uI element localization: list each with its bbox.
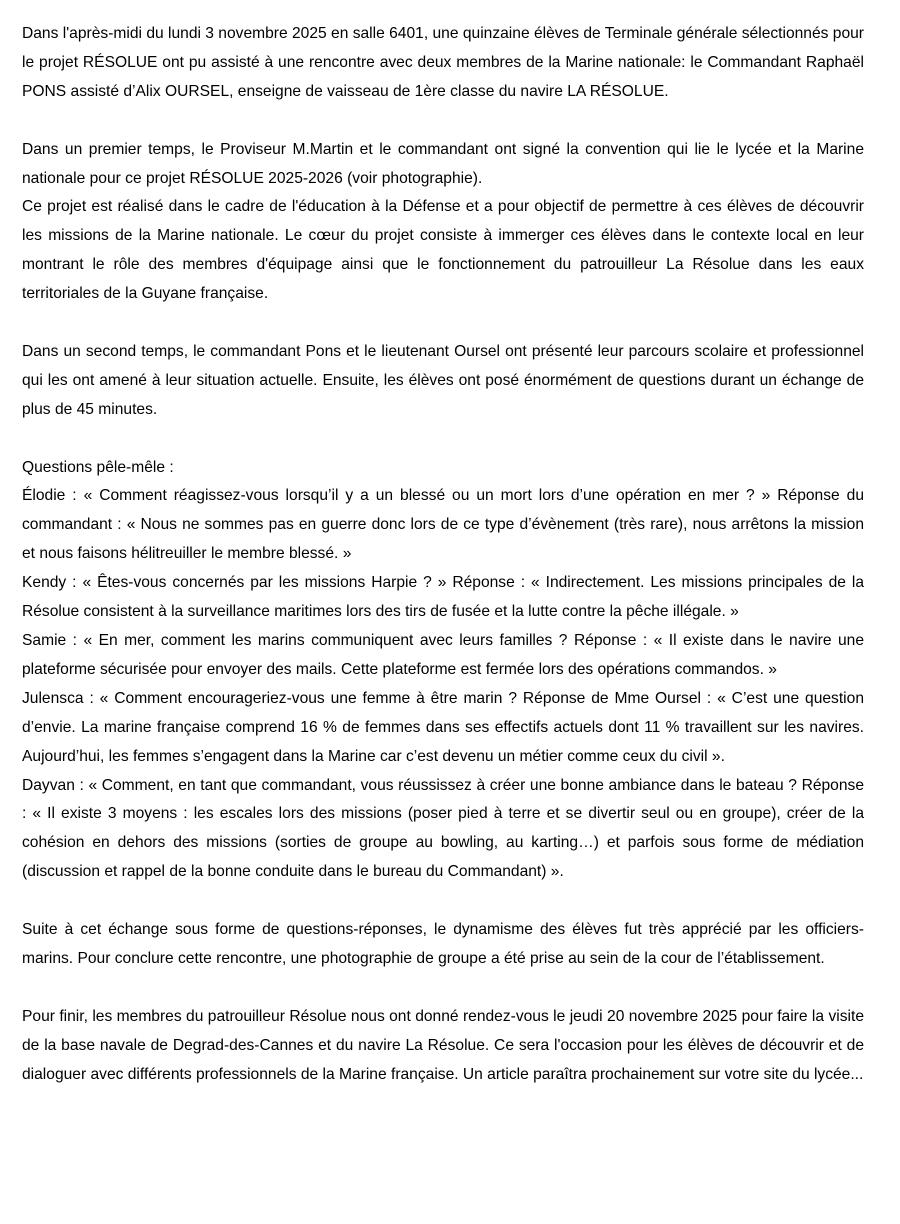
question-elodie: Élodie : « Comment réagissez-vous lorsqu’il y a un blessé ou un mort lors d’une opération en mer ? » Réponse du commandant : « Nous ne sommes pas en guerre donc lors de ce type d’évènement (très rare), nous arrêtons la mission et nous faisons hélitreuiller le membre blessé. » [22,487,864,563]
question-dayvan: Dayvan : « Comment, en tant que commandant, vous réussissez à créer une bonne ambiance dans le bateau ? Réponse : « Il existe 3 moyens : les escales lors des missions (poser pied à terre et se divertir seul ou en groupe), créer de la cohésion en dehors des missions (sorties de groupe au bowling, au karting…) et parfois sous forme de médiation (discussion et rappel de la bonne conduite dans le bureau du Commandant) ». [22,776,864,881]
questions-heading: Questions pêle-mêle : [22,458,174,476]
paragraph-spacer [22,309,864,338]
project-paragraph: Ce projet est réalisé dans le cadre de l'éducation à la Défense et a pour objectif de permettre à ces élèves de découvrir les missions de la Marine nationale. Le cœur du projet consiste à immerger ces élèves dans le contexte local en leur montrant le rôle des membres d'équipage ainsi que le fonctionnement du patrouilleur La Résolue dans les eaux territoriales de la Guyane française. [22,198,864,303]
article-body [22,20,864,1089]
paragraph-spacer [22,974,864,1003]
intro-paragraph: Dans l'après-midi du lundi 3 novembre 2025 en salle 6401, une quinzaine élèves de Terminale générale sélectionnés pour le projet RÉSOLUE ont pu assisté à une rencontre avec deux membres de la Marine nationale: le Commandant Raphaël PONS assisté d’Alix OURSEL, enseigne de vaisseau de 1ère classe du navire LA RÉSOLUE. [22,25,864,100]
paragraph-spacer [22,887,864,916]
question-kendy: Kendy : « Êtes-vous concernés par les missions Harpie ? » Réponse : « Indirectement. Les missions principales de la Résolue consistent à la surveillance maritimes lors des tirs de fusée et la lutte contre la pêche illégale. » [22,574,864,621]
first-time-paragraph: Dans un premier temps, le Proviseur M.Martin et le commandant ont signé la convention qui lie le lycée et la Marine nationale pour ce projet RÉSOLUE 2025-2026 (voir photographie). [22,140,864,187]
conclusion-paragraph: Suite à cet échange sous forme de questions-réponses, le dynamisme des élèves fut très apprécié par les officiers-marins. Pour conclure cette rencontre, une photographie de groupe a été prise au sein de la cour de l’établissement. [22,921,864,967]
paragraph-spacer [22,107,864,136]
closing-paragraph: Pour finir, les membres du patrouilleur Résolue nous ont donné rendez-vous le jeudi 20 novembre 2025 pour faire la visite de la base navale de Degrad-des-Cannes et du navire La Résolue. Ce sera l'occasion pour les élèves de découvrir et de dialoguer avec différents professionnels de la Marine française. Un article paraîtra prochainement sur votre site du lycée... [22,1007,864,1083]
paragraph-spacer [22,425,864,454]
second-time-paragraph: Dans un second temps, le commandant Pons et le lieutenant Oursel ont présenté leur parcours scolaire et professionnel qui les ont amené à leur situation actuelle. Ensuite, les élèves ont posé énormément de questions durant un échange de plus de 45 minutes. [22,342,864,418]
question-samie: Samie : « En mer, comment les marins communiquent avec leurs familles ? Réponse : « Il existe dans le navire une plateforme sécurisée pour envoyer des mails. Cette plateforme est fermée lors des opérations commandos. » [22,631,864,678]
question-julensca: Julensca : « Comment encourageriez-vous une femme à être marin ? Réponse de Mme Oursel : « C’est une question d’envie. La marine française comprend 16 % de femmes dans ses effectifs actuels dont 11 % travaillent sur les navires. Aujourd’hui, les femmes s’engagent dans la Marine car c’est devenu un métier comme ceux du civil ». [22,689,864,765]
